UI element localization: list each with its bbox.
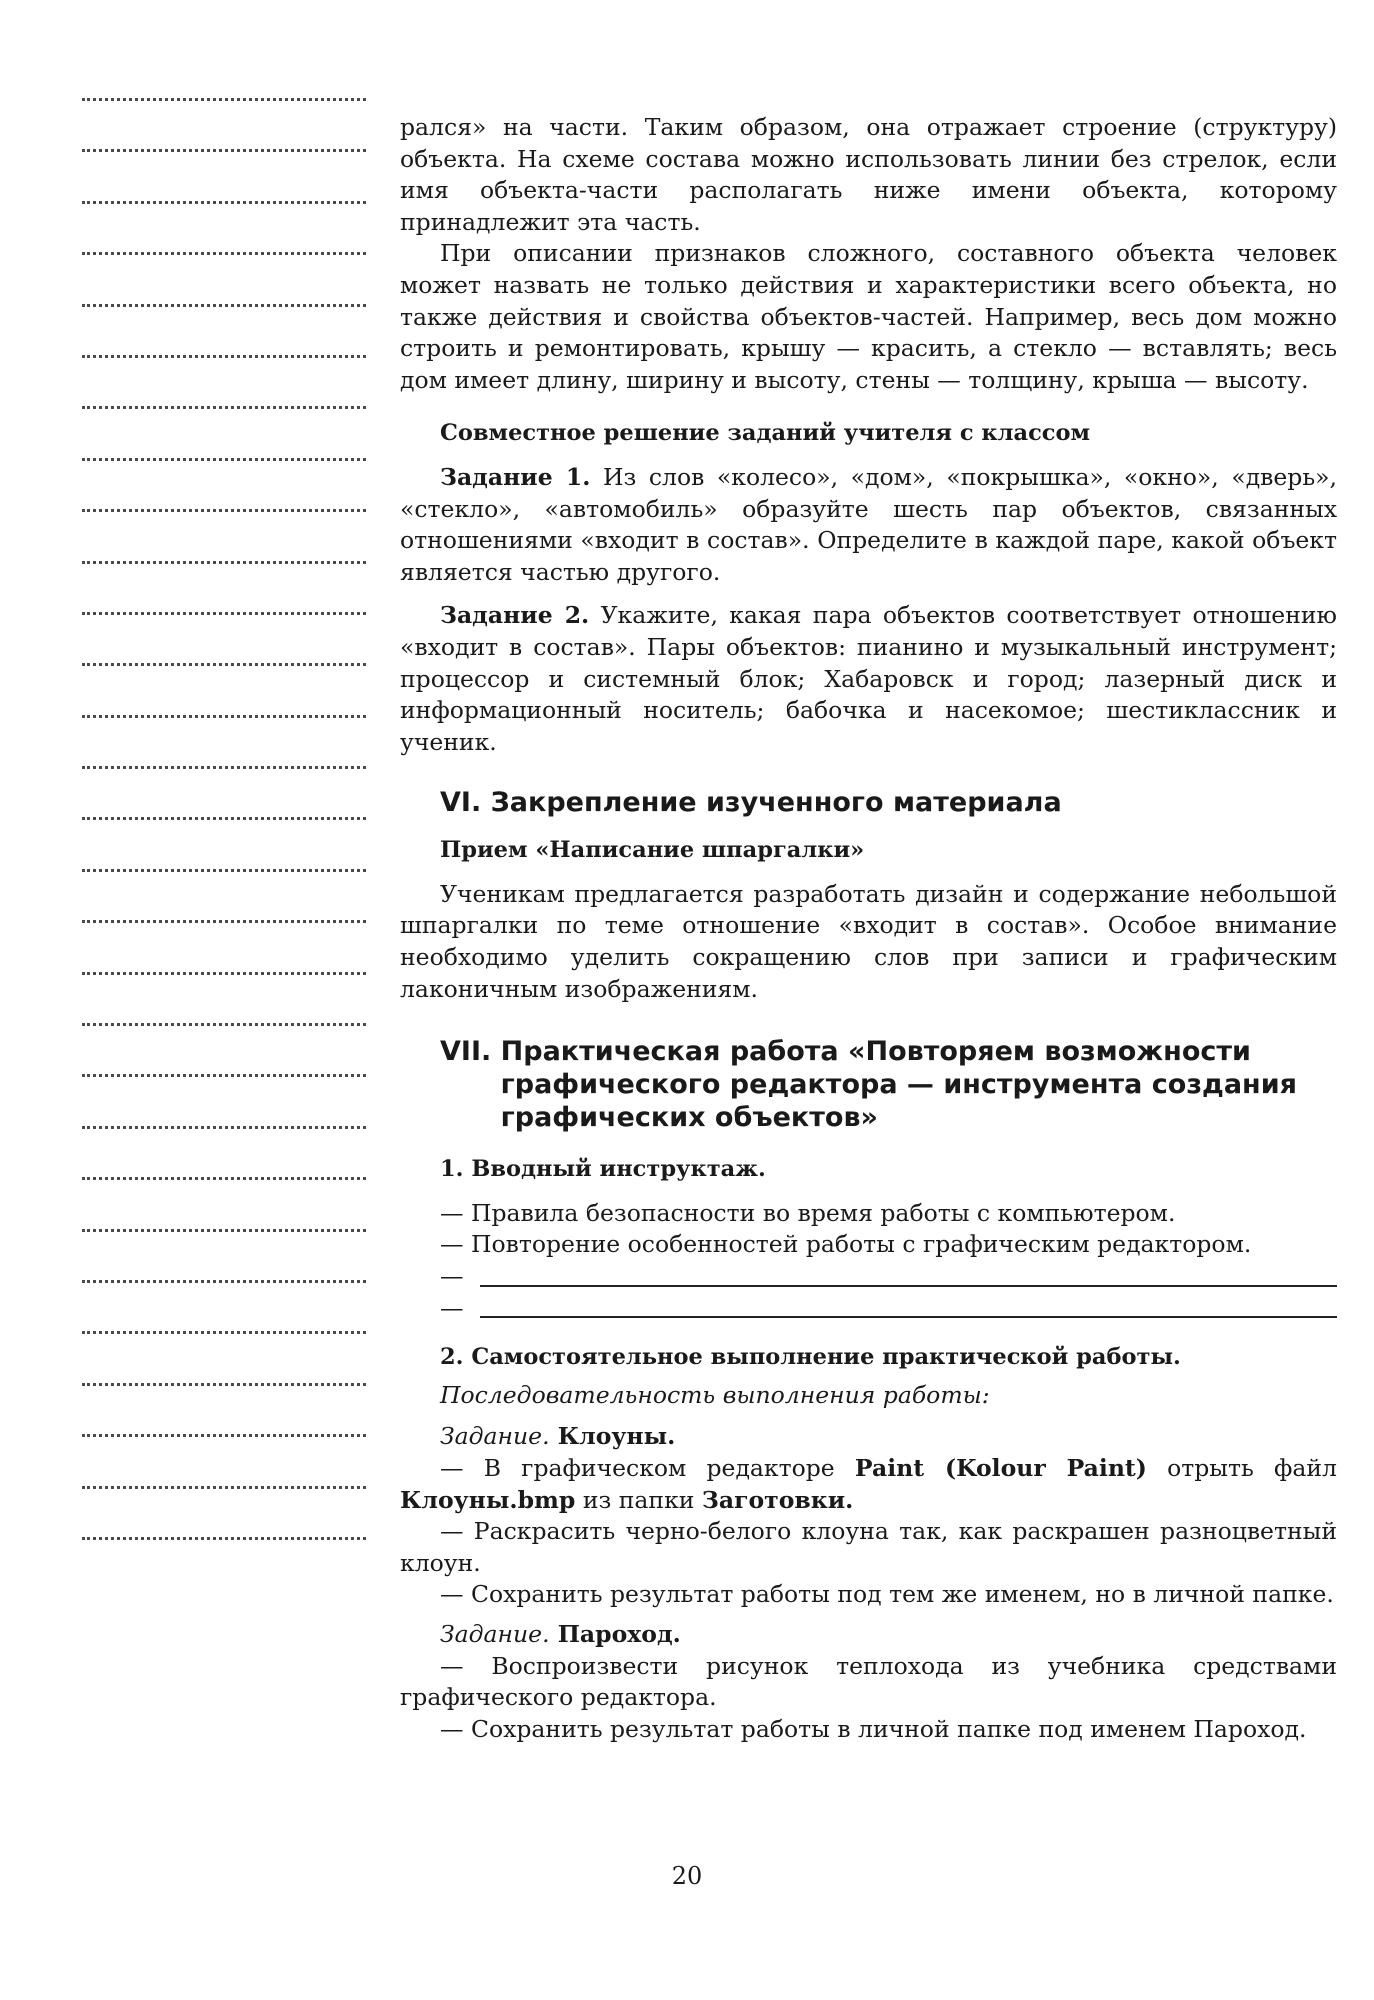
section-7-heading (440, 1035, 1337, 1134)
file-name: Клоуны.bmp (400, 1485, 576, 1514)
section-7-title: Практическая работа «Повторяем возможности графического редактора — инструмента создания графических объектов» (500, 1036, 1297, 1134)
paragraph: При описании признаков сложного, составного объекта человек может назвать не только действия и характеристики всего объекта, но также действия и свойства объектов-частей. Например, весь дом можно строить и ремонтировать, крышу — красить, а стекло — вставлять; весь дом имеет длину, ширину и высоту, стены — толщину, крыша — высоту. (400, 239, 1337, 394)
margin-dotted-line (82, 766, 366, 769)
blank-underline (480, 1285, 1338, 1287)
margin-dotted-line (82, 406, 366, 409)
list-item (400, 1453, 1337, 1516)
blank-dash: — (440, 1262, 464, 1291)
margin-dotted-line (82, 561, 366, 564)
blank-dash: — (440, 1293, 464, 1322)
list-item: — Правила безопасности во время работы с компьютером. (440, 1198, 1176, 1227)
technique-heading: Прием «Написание шпаргалки» (440, 837, 865, 864)
margin-dotted-line (82, 817, 366, 820)
list-item: — Раскрасить черно-белого клоуна так, как раскрашен разноцветный клоун. (400, 1517, 1337, 1577)
list-item: — Воспроизвести рисунок теплохода из учебника средствами графического редактора. (400, 1651, 1337, 1712)
list-item: — Сохранить результат работы в личной папке под именем Пароход. (440, 1714, 1307, 1743)
margin-dotted-line (82, 972, 366, 975)
task-name: Пароход. (549, 1619, 681, 1648)
margin-dotted-line (82, 715, 366, 718)
paragraph: Ученикам предлагается разработать дизайн и содержание небольшой шпаргалки по теме отношение «входит в состав». Особое внимание необходимо уделить сокращению слов при записи и графическим лаконичным изображениям. (400, 879, 1337, 1003)
joint-heading: Совместное решение заданий учителя с классом (440, 420, 1091, 447)
margin-dotted-line (82, 252, 366, 255)
step-1-heading: 1. Вводный инструктаж. (440, 1156, 766, 1183)
blank-line (440, 1293, 1337, 1325)
page-content (400, 112, 1337, 1745)
margin-dotted-line (82, 1177, 366, 1180)
margin-dotted-line (82, 98, 366, 101)
task-label: Задание. (440, 1619, 550, 1648)
task-steamer-heading (440, 1619, 1337, 1651)
margin-dotted-line (82, 149, 366, 152)
task-2-text: Укажите, какая пара объектов соответствует отношению «входит в состав». Пары объектов: пианино и музыкальный инструмент; процессор и системный блок; Хабаровск и город; лазерный диск и информационный носитель; бабочка и насекомое; шестиклассник и ученик. (400, 601, 1337, 756)
margin-dotted-line (82, 920, 366, 923)
page-number: 20 (671, 1862, 703, 1890)
section-7-number: VII. (440, 1036, 501, 1068)
blank-underline (480, 1316, 1338, 1318)
text-fragment: из папки (575, 1485, 702, 1514)
folder-name: Заготовки. (701, 1485, 854, 1514)
margin-dotted-line (82, 1486, 366, 1489)
task-clowns-heading (440, 1421, 1337, 1453)
task-1 (400, 462, 1337, 588)
step-2-heading: 2. Самостоятельное выполнение практической работы. (440, 1344, 1181, 1371)
margin-dotted-line (82, 612, 366, 615)
margin-dotted-line (82, 1229, 366, 1232)
margin-dotted-line (82, 304, 366, 307)
margin-dotted-line (82, 1280, 366, 1283)
paragraph: рался» на части. Таким образом, она отражает строение (структуру) объекта. На схеме состава можно использовать линии без стрелок, если имя объекта-части располагать ниже имени объекта, которому принадлежит эта часть. (400, 113, 1337, 236)
task-2 (400, 600, 1337, 758)
margin-dotted-line (82, 663, 366, 666)
margin-dotted-line (82, 1126, 366, 1129)
margin-dotted-line (82, 355, 366, 358)
section-6-heading: VI. Закрепление изученного материала (440, 787, 1062, 819)
margin-dotted-line (82, 458, 366, 461)
margin-dotted-line (82, 1331, 366, 1334)
margin-dotted-line (82, 1434, 366, 1437)
margin-dotted-line (82, 1023, 366, 1026)
margin-dotted-line (82, 201, 366, 204)
task-2-title: Задание 2. (440, 601, 590, 630)
text-fragment: отрыть файл (1146, 1454, 1337, 1482)
blank-line (440, 1261, 1337, 1293)
sequence-heading: Последовательность выполнения работы: (440, 1380, 990, 1409)
margin-notes-column (82, 98, 366, 1588)
margin-dotted-line (82, 1537, 366, 1540)
task-1-title: Задание 1. (440, 462, 591, 491)
margin-dotted-line (82, 1074, 366, 1077)
text-fragment: — В графическом редакторе (440, 1454, 855, 1482)
program-name: Paint (Kolour Paint) (854, 1454, 1147, 1482)
list-item: — Повторение особенностей работы с графическим редактором. (440, 1230, 1252, 1259)
task-label: Задание. (440, 1422, 550, 1451)
margin-dotted-line (82, 869, 366, 872)
task-name: Клоуны. (549, 1422, 676, 1451)
margin-dotted-line (82, 1383, 366, 1386)
task-1-text: Из слов «колесо», «дом», «покрышка», «окно», «дверь», «стекло», «автомобиль» образуйте шесть пар объектов, связанных отношениями «входит в состав». Определите в каждой паре, какой объект является частью другого. (400, 462, 1337, 586)
margin-dotted-line (82, 509, 366, 512)
list-item: — Сохранить результат работы под тем же именем, но в личной папке. (440, 1580, 1334, 1609)
